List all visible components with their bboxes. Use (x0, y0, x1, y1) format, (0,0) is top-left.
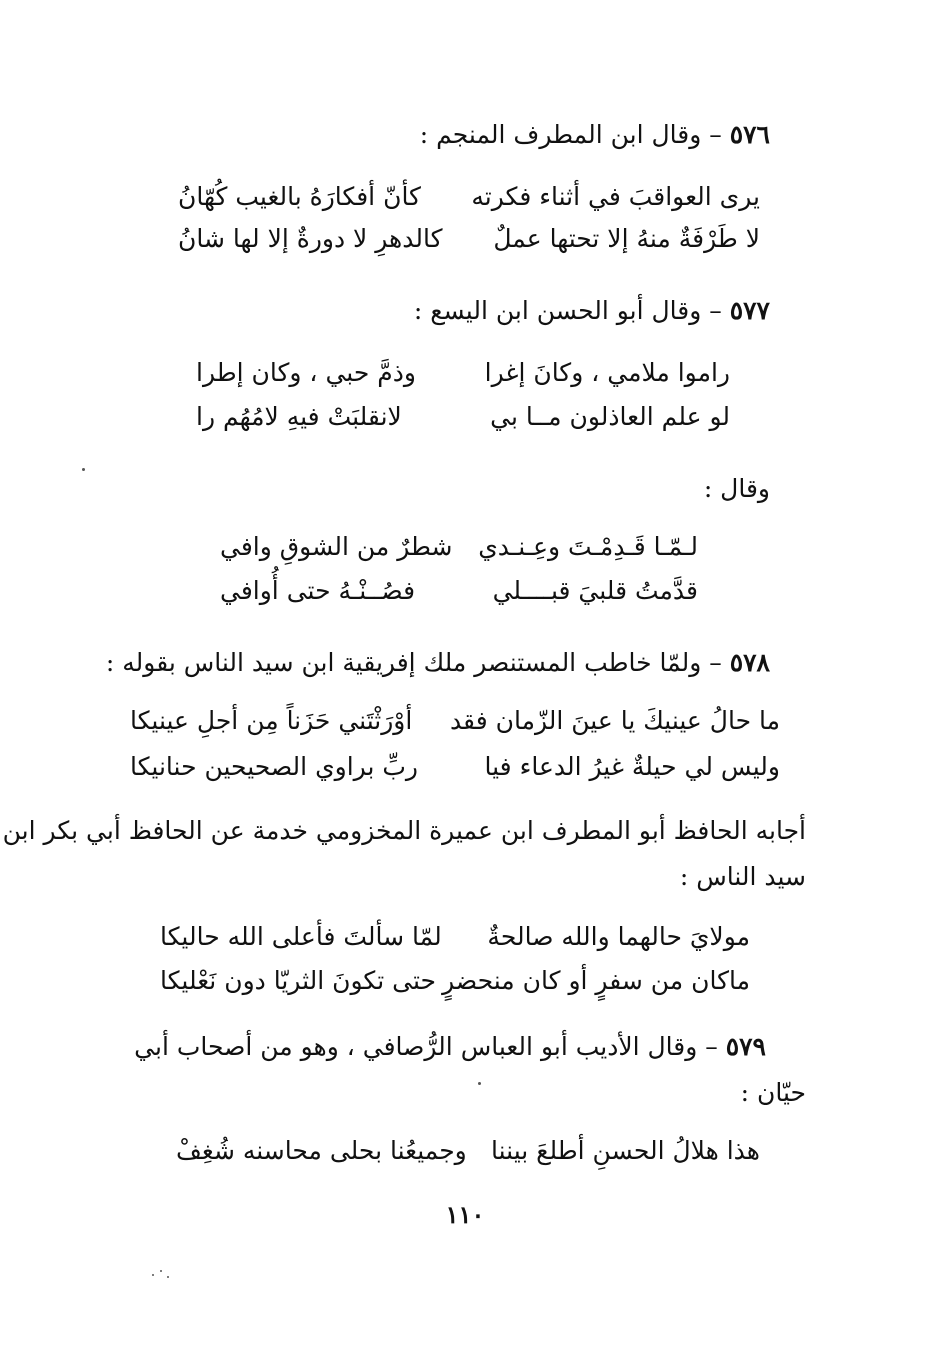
verse-hemistich-left: أوْرَثْتَني حَزَناً مِن أجلِ عينيكا (130, 706, 413, 735)
entry-number: ٥٧٧ (729, 296, 770, 325)
scan-speck (478, 1082, 481, 1085)
verse-hemistich-left: ربِّ براوي الصحيحين حنانيكا (130, 752, 418, 781)
scan-speck (167, 1276, 169, 1278)
entry-579-intro-line-2: حيّان : (740, 1078, 806, 1107)
verse-hemistich-right: وليس لي حيلةٌ غيرُ الدعاء فيا (484, 752, 780, 781)
entry-number: ٥٧٩ (725, 1032, 766, 1061)
verse-hemistich-left: كالدهرِ لا دورةٌ إلا لها شانُ (178, 224, 443, 253)
verse-hemistich-left: وذمَّ حبي ، وكان إطرا (196, 358, 416, 387)
verse-hemistich-left: كأنّ أفكارَهُ بالغيب كُهّانُ (178, 182, 421, 211)
verse-hemistich-left: شطرٌ من الشوقِ وافي (220, 532, 453, 561)
verse-hemistich-right: راموا ملامي ، وكانَ إغرا (484, 358, 730, 387)
reply-intro-line-1: أجابه الحافظ أبو المطرف ابن عميرة المخزومي خدمة عن الحافظ أبي بكر ابن (2, 816, 806, 845)
verse-hemistich-right: مولايَ حالهما والله صالحةٌ (487, 922, 750, 951)
verse-hemistich-left: لمّا سألتَ فأعلى الله حاليكا (160, 922, 442, 951)
verse-hemistich-left: وجميعُنا بحلى محاسنه شُغِفْ (176, 1136, 467, 1165)
scan-speck (160, 1270, 162, 1272)
verse-hemistich-right: ماكان من سفرٍ أو كان منحضرٍ (442, 966, 750, 995)
entry-intro: – وقال أبو الحسن ابن اليسع : (413, 296, 722, 325)
verse-hemistich-left: حتى تكونَ الثريّا دون نَعْليكا (160, 966, 436, 995)
verse-hemistich-right: ما حالُ عينيكَ يا عينَ الزّمان فقد (449, 706, 780, 735)
sub-intro: وقال : (703, 474, 770, 503)
verse-hemistich-left: لانقلبَتْ فيهِ لامُهُم را (196, 402, 402, 431)
entry-intro: – وقال الأديب أبو العباس الرُّصافي ، وهو من أصحاب أبي (134, 1032, 718, 1061)
verse-hemistich-left: فصُــنْـهُ حتى أُوافي (220, 576, 416, 605)
entry-579-heading (134, 1030, 766, 1064)
verse-hemistich-right: لو علم العاذلون مــا بي (490, 402, 730, 431)
scan-speck (82, 468, 85, 471)
entry-intro: – وقال ابن المطرف المنجم : (419, 120, 722, 149)
entry-number: ٥٧٨ (729, 648, 770, 677)
entry-577-heading (414, 294, 770, 328)
entry-578-heading (106, 646, 770, 680)
page-number: ١١٠ (445, 1200, 485, 1229)
entry-number: ٥٧٦ (729, 120, 770, 149)
verse-hemistich-right: يرى العواقبَ في أثناء فكرته (471, 182, 760, 211)
verse-hemistich-right: لا طَرْفَةٌ منهُ إلا تحتها عملٌ (493, 224, 760, 253)
reply-intro-line-2: سيد الناس : (679, 862, 806, 891)
scan-speck (152, 1274, 154, 1276)
entry-intro: – ولمّا خاطب المستنصر ملك إفريقية ابن سيد الناس بقوله : (105, 648, 722, 677)
verse-hemistich-right: قدَّمتُ قلبيَ قبــــلي (492, 576, 698, 605)
verse-hemistich-right: هذا هلالُ الحسنِ أطلعَ بيننا (491, 1136, 760, 1165)
entry-576-heading (420, 118, 770, 152)
verse-hemistich-right: لـمّـا قَـدِمْـتَ وعِـنـدي (478, 532, 698, 561)
